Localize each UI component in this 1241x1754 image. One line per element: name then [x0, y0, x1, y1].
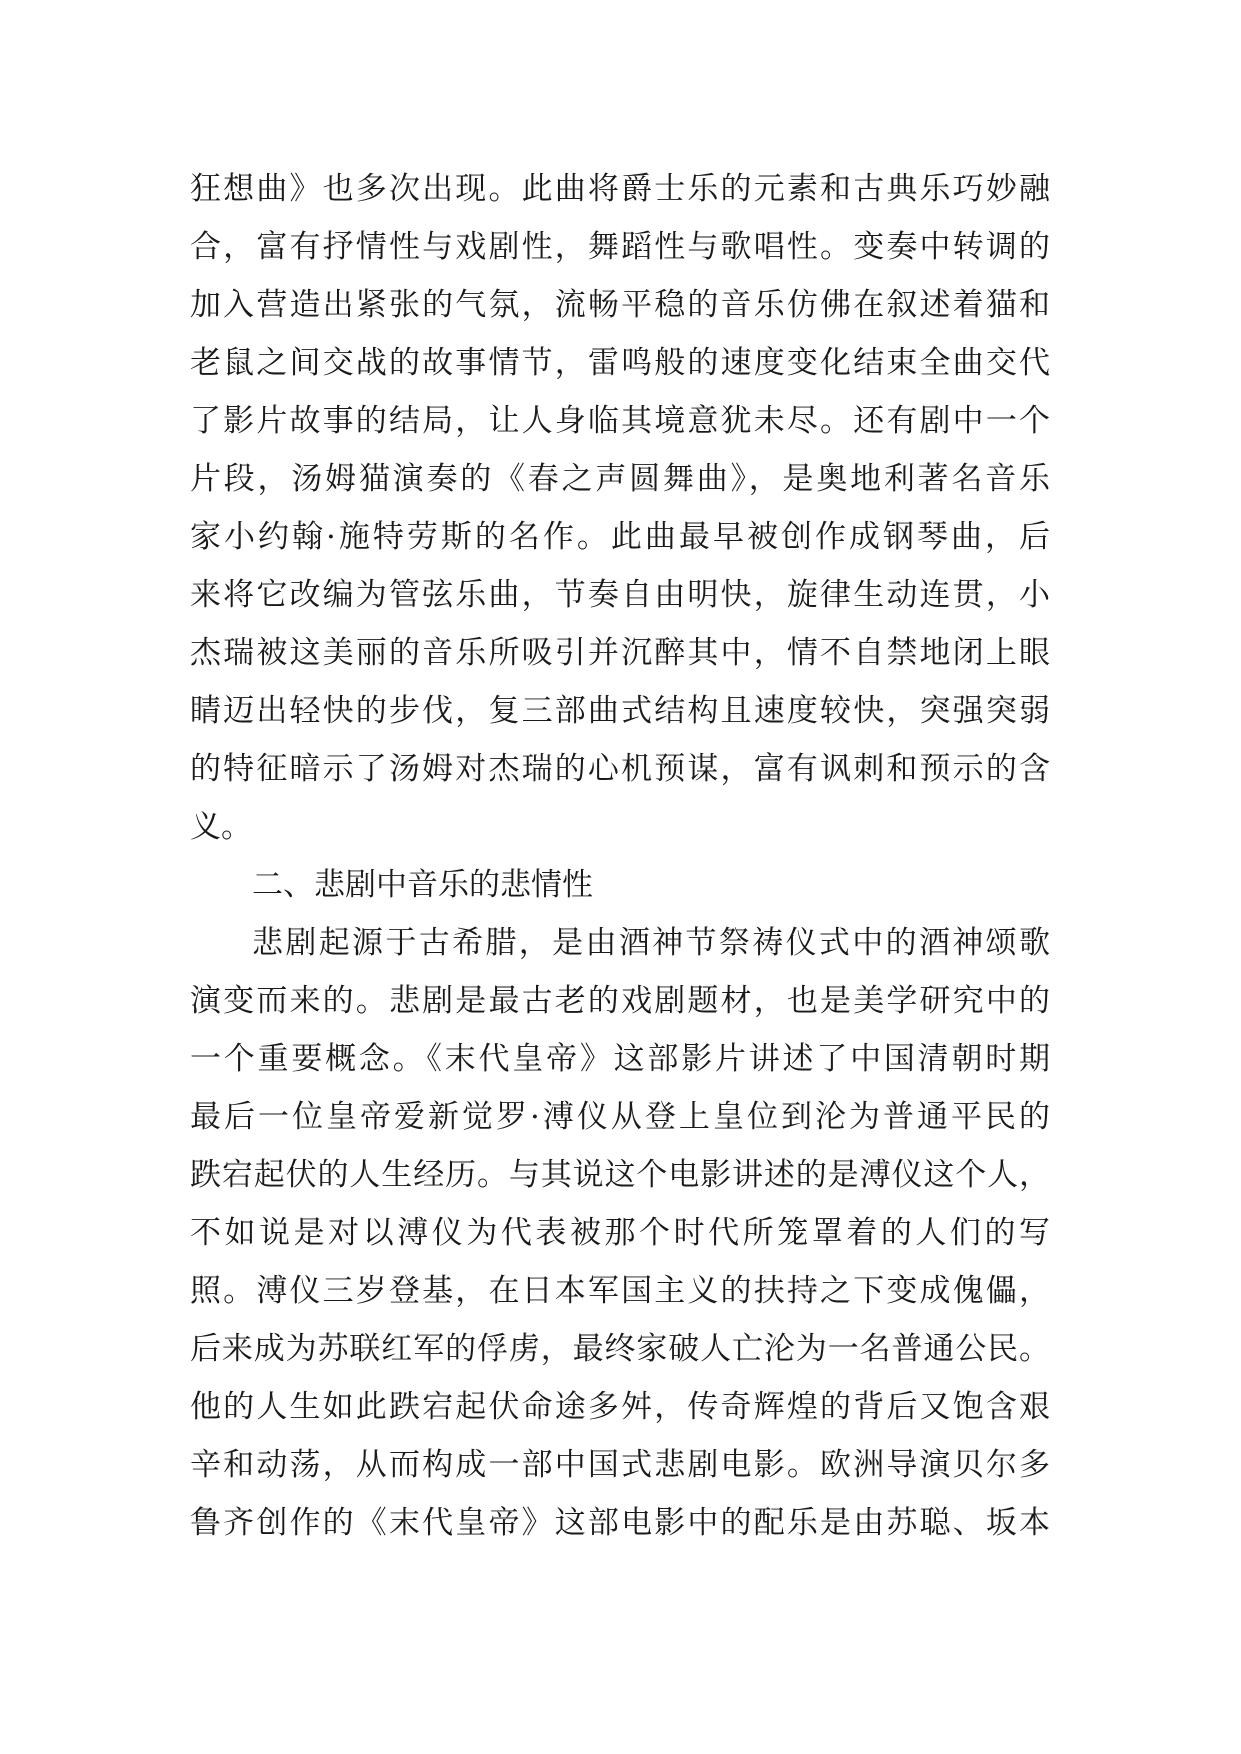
paragraph-line: 演变而来的。悲剧是最古老的戏剧题材，也是美学研究中的 [190, 983, 1050, 1019]
paragraph-line: 老鼠之间交战的故事情节，雷鸣般的速度变化结束全曲交代 [190, 345, 1050, 381]
paragraph-line: 狂想曲》也多次出现。此曲将爵士乐的元素和古典乐巧妙融 [190, 171, 1050, 207]
paragraph-line: 悲剧起源于古希腊，是由酒神节祭祷仪式中的酒神颂歌 [252, 925, 1050, 961]
paragraph-line: 他的人生如此跌宕起伏命途多舛，传奇辉煌的背后又饱含艰 [190, 1389, 1050, 1425]
paragraph-line: 片段，汤姆猫演奏的《春之声圆舞曲》，是奥地利著名音乐 [190, 461, 1050, 497]
paragraph-line: 杰瑞被这美丽的音乐所吸引并沉醉其中，情不自禁地闭上眼 [190, 635, 1050, 671]
paragraph-line: 最后一位皇帝爱新觉罗·溥仪从登上皇位到沦为普通平民的 [190, 1099, 1050, 1135]
paragraph-line: 睛迈出轻快的步伐，复三部曲式结构且速度较快，突强突弱 [190, 693, 1050, 729]
paragraph-line: 不如说是对以溥仪为代表被那个时代所笼罩着的人们的写 [190, 1215, 1050, 1251]
paragraph-line: 后来成为苏联红军的俘虏，最终家破人亡沦为一名普通公民。 [190, 1331, 1050, 1367]
paragraph-line: 的特征暗示了汤姆对杰瑞的心机预谋，富有讽刺和预示的含 [190, 751, 1050, 787]
paragraph-line: 加入营造出紧张的气氛，流畅平稳的音乐仿佛在叙述着猫和 [190, 287, 1050, 323]
paragraph-line: 合，富有抒情性与戏剧性，舞蹈性与歌唱性。变奏中转调的 [190, 229, 1050, 265]
paragraph-line: 来将它改编为管弦乐曲，节奏自由明快，旋律生动连贯，小 [190, 577, 1050, 613]
paragraph-line: 跌宕起伏的人生经历。与其说这个电影讲述的是溥仪这个人， [190, 1157, 1050, 1193]
paragraph-line: 一个重要概念。《末代皇帝》这部影片讲述了中国清朝时期 [190, 1041, 1050, 1077]
paragraph-line: 照。溥仪三岁登基，在日本军国主义的扶持之下变成傀儡， [190, 1273, 1050, 1309]
paragraph-line: 了影片故事的结局，让人身临其境意犹未尽。还有剧中一个 [190, 403, 1050, 439]
section-heading: 二、悲剧中音乐的悲情性 [252, 867, 593, 903]
paragraph-line: 义。 [190, 809, 252, 845]
body-text [190, 160, 1050, 1552]
paragraph-line: 鲁齐创作的《末代皇帝》这部电影中的配乐是由苏聪、坂本 [190, 1505, 1050, 1541]
paragraph-line: 家小约翰·施特劳斯的名作。此曲最早被创作成钢琴曲，后 [190, 519, 1050, 555]
paragraph-line: 辛和动荡，从而构成一部中国式悲剧电影。欧洲导演贝尔多 [190, 1447, 1050, 1483]
